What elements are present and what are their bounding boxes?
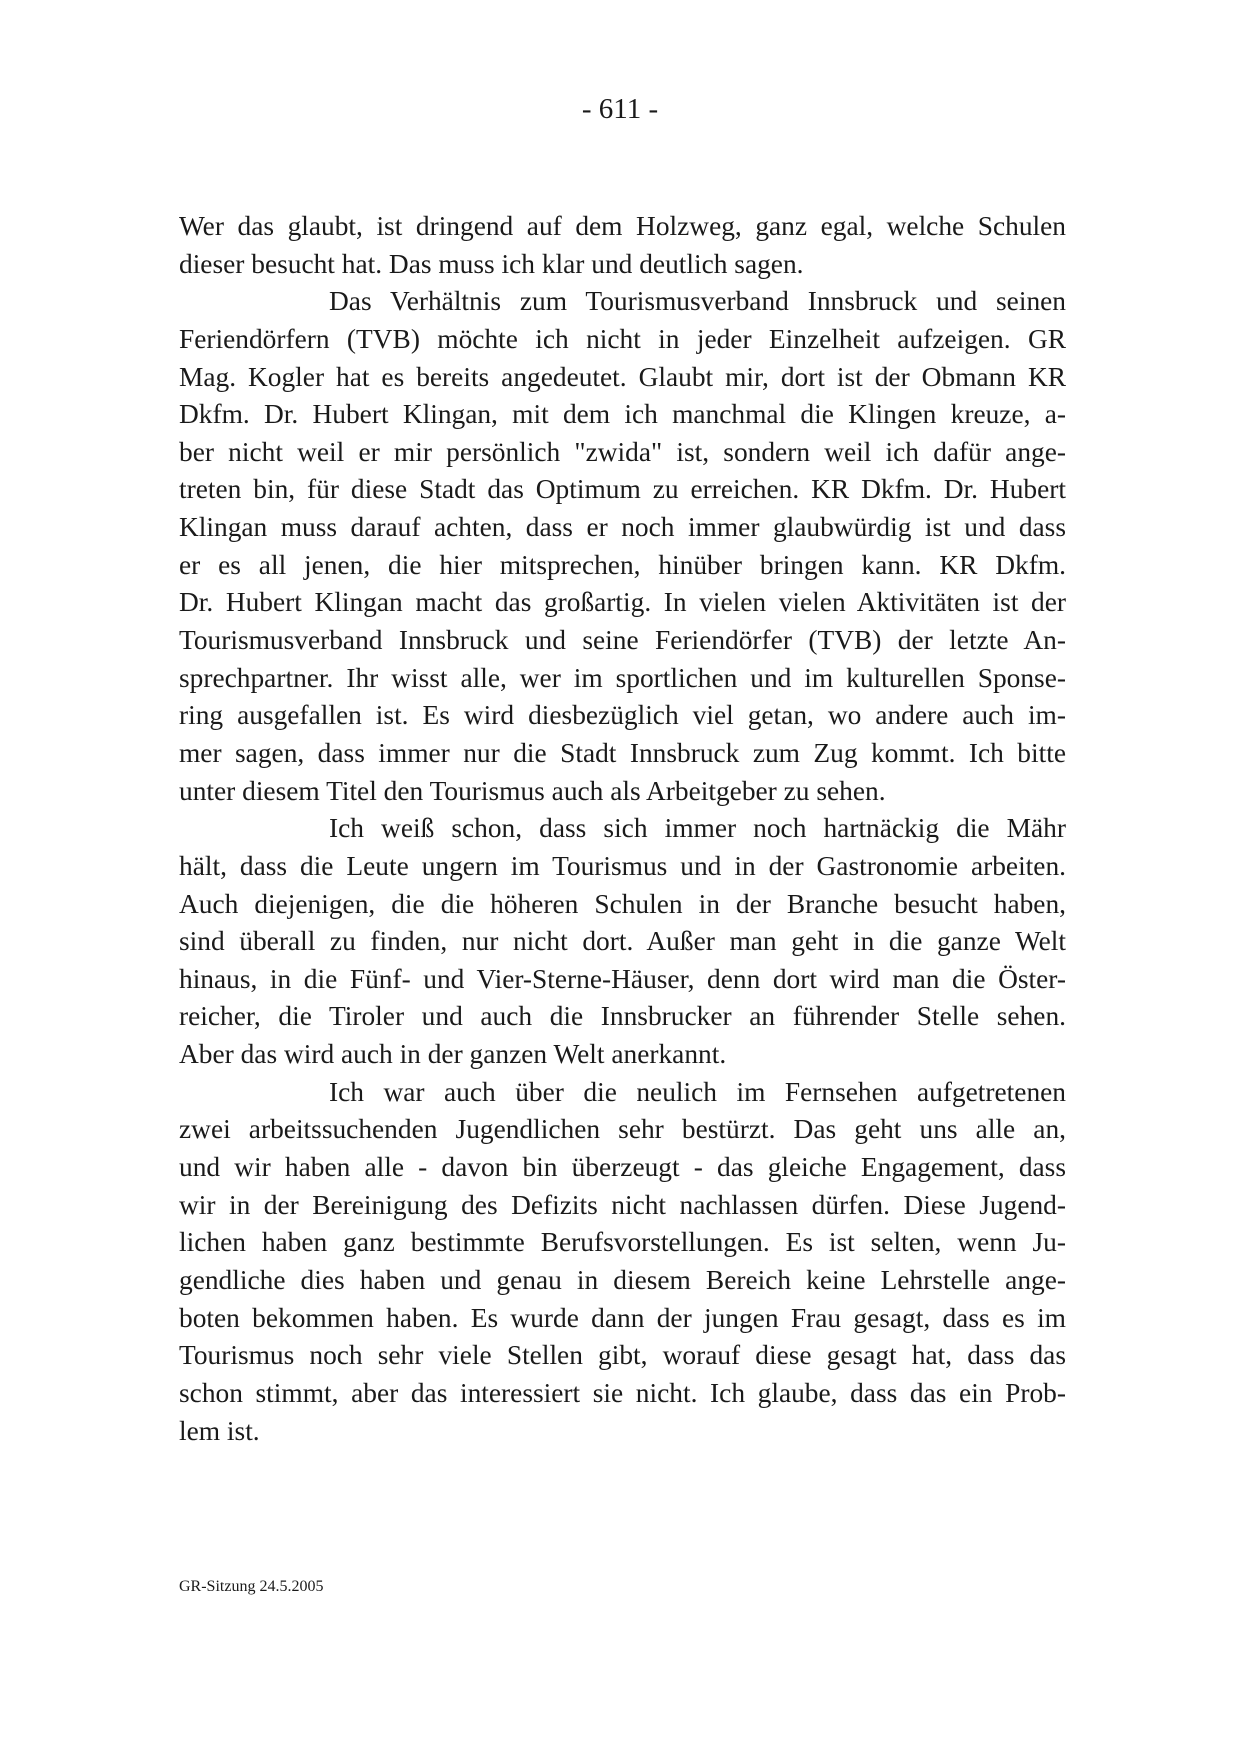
text-line: hinaus, in die Fünf- und Vier-Sterne-Häuser, denn dort wird man die Öster- — [179, 963, 1066, 994]
body-text — [179, 208, 1066, 1450]
text-line: ber nicht weil er mir persönlich "zwida" ist, sondern weil ich dafür ange- — [179, 436, 1066, 467]
text-line: reicher, die Tiroler und auch die Innsbrucker an führender Stelle sehen. — [179, 1001, 1066, 1032]
text-line: Klingan muss darauf achten, dass er noch immer glaubwürdig ist und dass — [179, 512, 1066, 543]
paragraph — [179, 810, 1066, 1073]
text-line: Aber das wird auch in der ganzen Welt anerkannt. — [179, 1039, 727, 1070]
text-line: Auch diejenigen, die die höheren Schulen in der Branche besucht haben, — [179, 888, 1066, 919]
text-line: Dkfm. Dr. Hubert Klingan, mit dem ich manchmal die Klingen kreuze, a- — [179, 399, 1066, 430]
text-line: Mag. Kogler hat es bereits angedeutet. Glaubt mir, dort ist der Obmann KR — [179, 361, 1066, 392]
text-line: hält, dass die Leute ungern im Tourismus und in der Gastronomie arbeiten. — [179, 850, 1066, 881]
text-line: Tourismus noch sehr viele Stellen gibt, worauf diese gesagt hat, dass das — [179, 1340, 1066, 1371]
text-line: Tourismusverband Innsbruck und seine Feriendörfer (TVB) der letzte An- — [179, 625, 1066, 656]
text-line: zwei arbeitssuchenden Jugendlichen sehr bestürzt. Das geht uns alle an, — [179, 1114, 1066, 1145]
text-line: mer sagen, dass immer nur die Stadt Innsbruck zum Zug kommt. Ich bitte — [179, 737, 1066, 768]
page-number: - 611 - — [581, 93, 659, 125]
text-line: treten bin, für diese Stadt das Optimum zu erreichen. KR Dkfm. Dr. Hubert — [179, 474, 1066, 505]
text-line: wir in der Bereinigung des Defizits nicht nachlassen dürfen. Diese Jugend- — [179, 1189, 1066, 1220]
paragraph — [179, 1074, 1066, 1450]
page-footer: GR-Sitzung 24.5.2005 — [179, 1578, 324, 1595]
paragraph — [179, 283, 1066, 810]
text-line: Feriendörfern (TVB) möchte ich nicht in jeder Einzelheit aufzeigen. GR — [179, 323, 1066, 354]
text-line: und wir haben alle - davon bin überzeugt - das gleiche Engagement, dass — [179, 1152, 1066, 1183]
text-line: Ich war auch über die neulich im Fernsehen aufgetretenen — [329, 1076, 1066, 1107]
text-line: unter diesem Titel den Tourismus auch als Arbeitgeber zu sehen. — [179, 775, 886, 806]
text-line: Das Verhältnis zum Tourismusverband Innsbruck und seinen — [329, 286, 1066, 317]
text-line: dieser besucht hat. Das muss ich klar und deutlich sagen. — [179, 248, 804, 279]
text-line: sprechpartner. Ihr wisst alle, wer im sportlichen und im kulturellen Sponse- — [179, 662, 1066, 693]
text-line: gendliche dies haben und genau in diesem Bereich keine Lehrstelle ange- — [179, 1264, 1066, 1295]
text-line: schon stimmt, aber das interessiert sie nicht. Ich glaube, dass das ein Prob- — [179, 1377, 1066, 1408]
text-line: lem ist. — [179, 1415, 260, 1446]
text-line: lichen haben ganz bestimmte Berufsvorstellungen. Es ist selten, wenn Ju- — [179, 1227, 1066, 1258]
text-line: Ich weiß schon, dass sich immer noch hartnäckig die Mähr — [329, 813, 1066, 844]
text-line: ring ausgefallen ist. Es wird diesbezüglich viel getan, wo andere auch im- — [179, 700, 1066, 731]
text-line: boten bekommen haben. Es wurde dann der jungen Frau gesagt, dass es im — [179, 1302, 1066, 1333]
text-line: er es all jenen, die hier mitsprechen, hinüber bringen kann. KR Dkfm. — [179, 549, 1066, 580]
text-line: Wer das glaubt, ist dringend auf dem Holzweg, ganz egal, welche Schulen — [179, 211, 1066, 241]
text-line: sind überall zu finden, nur nicht dort. Außer man geht in die ganze Welt — [179, 926, 1066, 957]
paragraph — [179, 208, 1066, 283]
text-line: Dr. Hubert Klingan macht das großartig. In vielen vielen Aktivitäten ist der — [179, 587, 1066, 618]
